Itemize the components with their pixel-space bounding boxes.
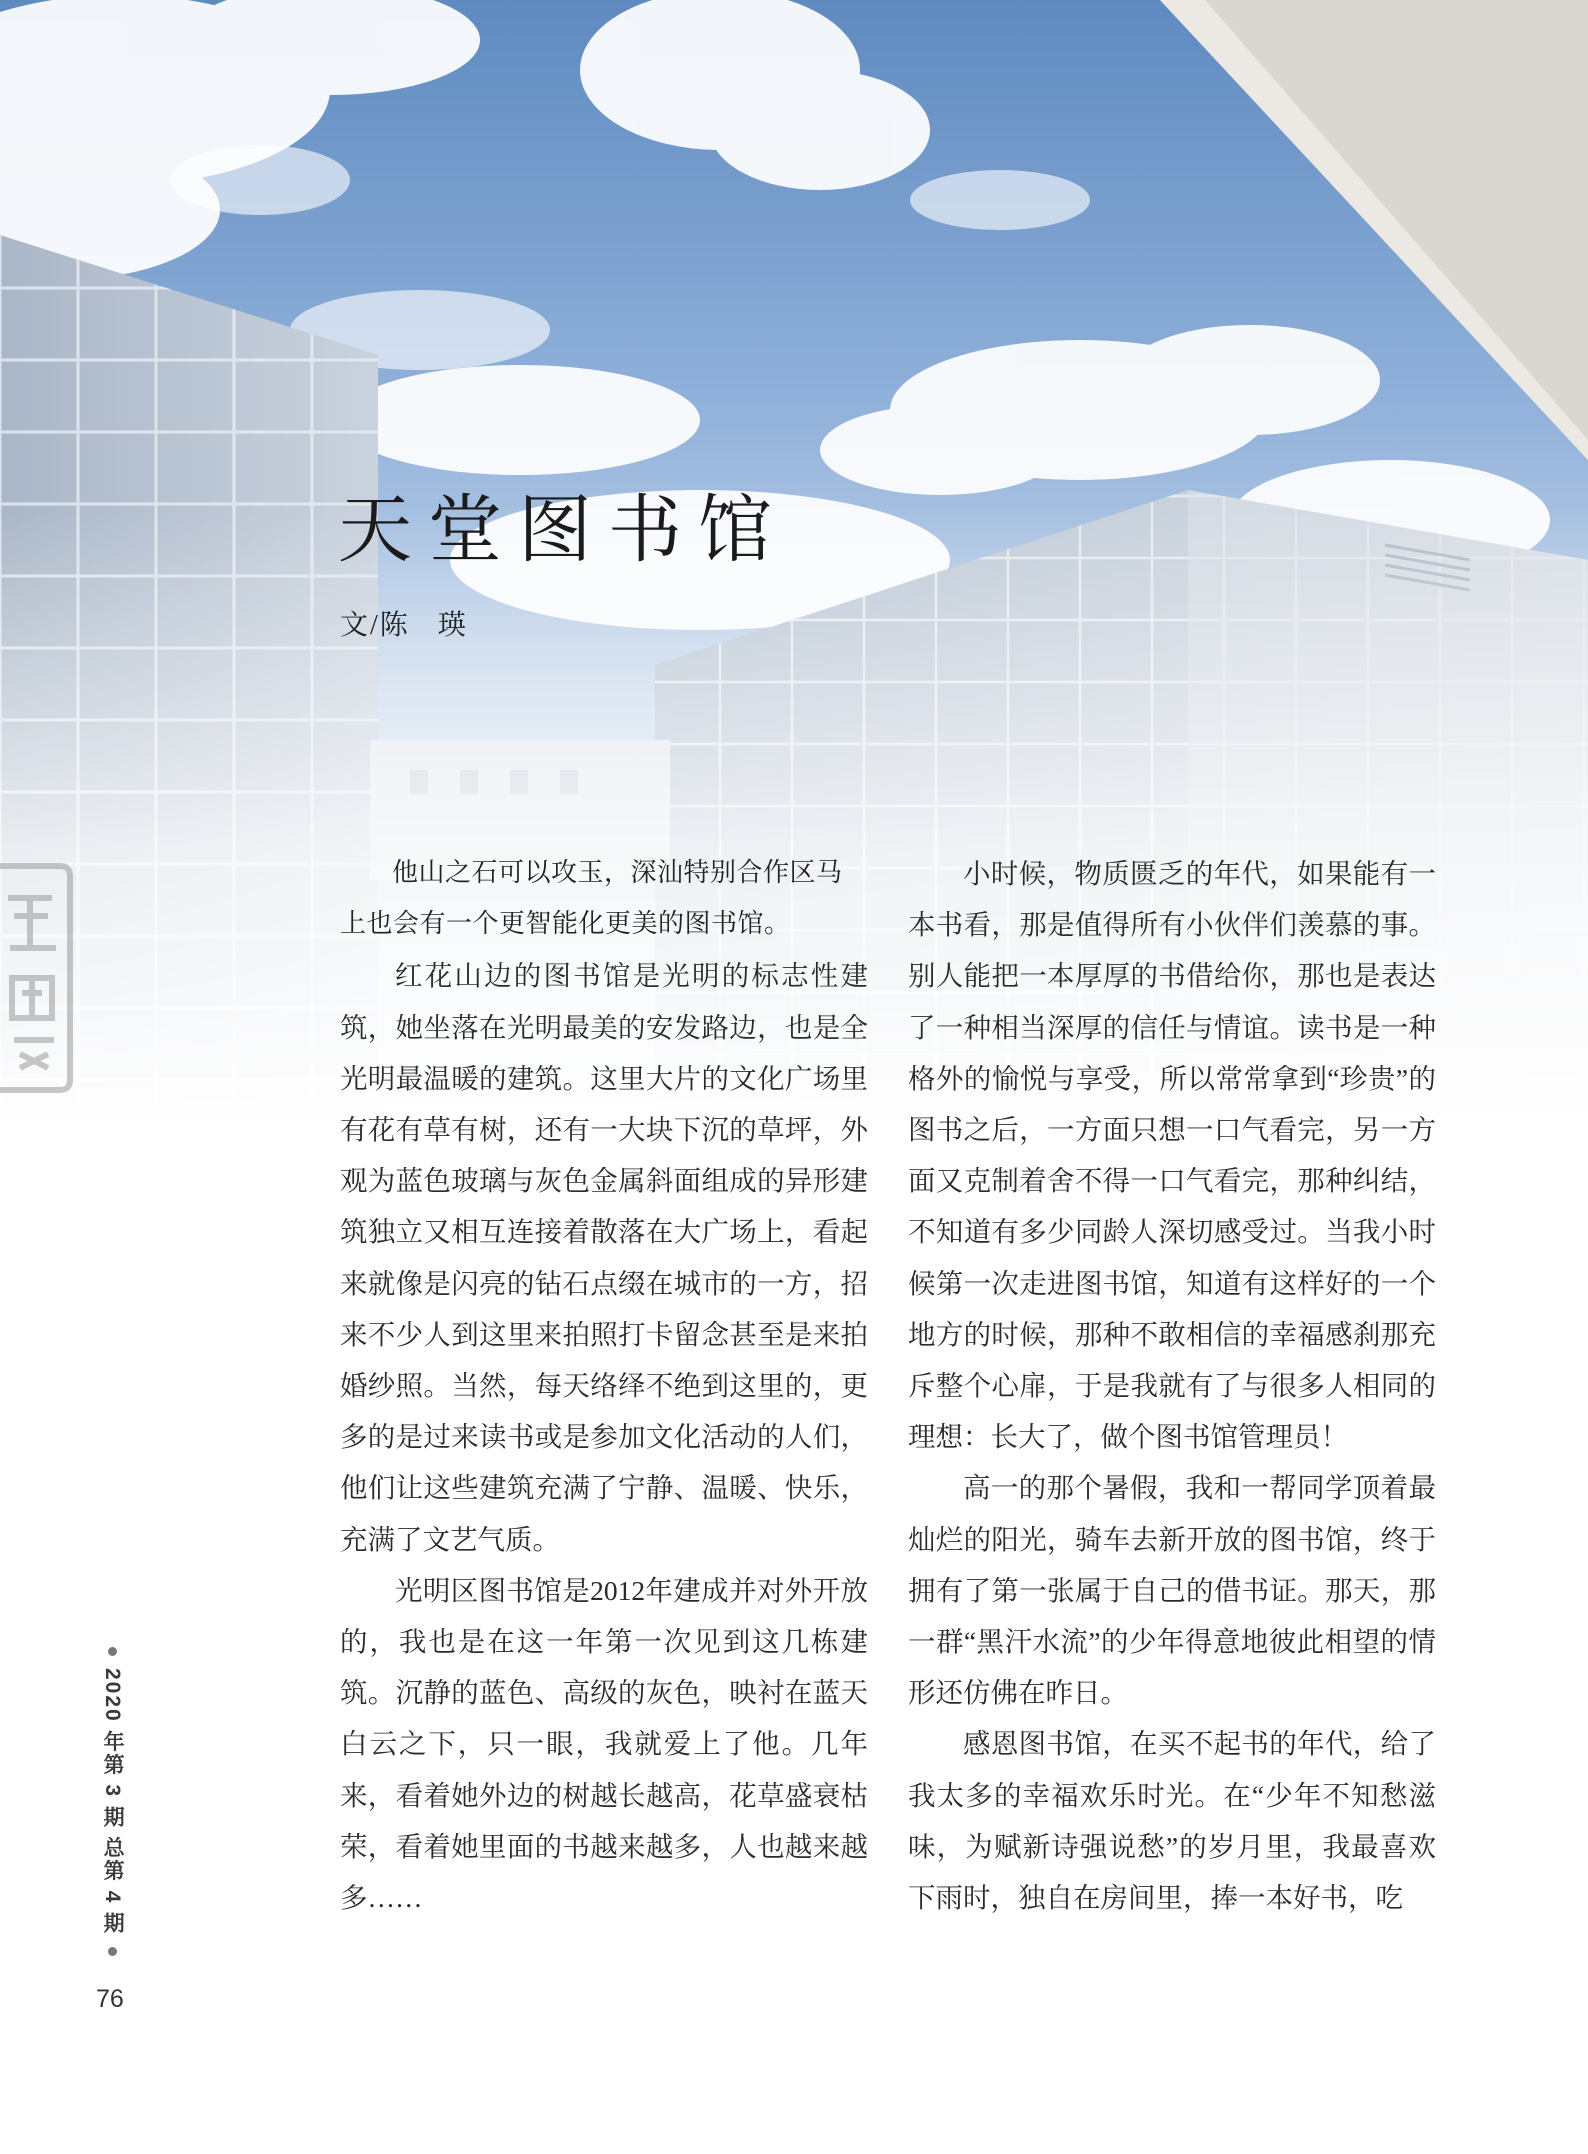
seal-stamp-icon: [0, 858, 74, 1098]
article-title: 天堂图书馆: [338, 487, 788, 573]
paragraph: 光明区图书馆是2012年建成并对外开放的，我也是在这一年第一次见到这几栋建筑。沉静的蓝色、高级的灰色，映衬在蓝天白云之下，只一眼，我就爱上了他。几年来，看着她外边的树越长越高，花草盛衰枯荣，看着她里面的书越来越多，人也越来越多……: [340, 1574, 868, 1914]
bullet-dot-icon: [108, 1647, 117, 1656]
column-right: [908, 848, 1436, 1923]
byline-prefix: 文/陈: [340, 610, 410, 641]
paragraph: 红花山边的图书馆是光明的标志性建筑，她坐落在光明最美的安发路边，也是全光明最温暖的建筑。这里大片的文化广场里有花有草有树，还有一大块下沉的草坪，外观为蓝色玻璃与灰色金属斜面组成的异形建筑独立又相互连接着散落在大广场上，看起来就像是闪亮的钻石点缀在城市的一方，招来不少人到这里来拍照打卡留念甚至是来拍婚纱照。当然，每天络绎不绝到这里的，更多的是过来读书或是参加文化活动的人们，他们让这些建筑充满了宁静、温暖、快乐，充满了文艺气质。: [340, 960, 868, 1555]
byline: [340, 603, 468, 643]
bullet-dot-icon: [108, 1947, 117, 1956]
paragraph: 感恩图书馆，在买不起书的年代，给了我太多的幸福欢乐时光。在“少年不知愁滋味，为赋新诗强说愁”的岁月里，我最喜欢下雨时，独自在房间里，捧一本好书，吃: [908, 1728, 1436, 1914]
byline-name: 瑛: [437, 610, 468, 641]
lead-line-1: 他山之石可以攻玉，深汕特别合作区马: [392, 858, 843, 888]
column-left: [340, 848, 868, 1923]
page-number: 76: [96, 1985, 124, 2013]
paragraph: 高一的那个暑假，我和一帮同学顶着最灿烂的阳光，骑车去新开放的图书馆，终于拥有了第一张属于自己的借书证。那天，那一群“黑汗水流”的少年得意地彼此相望的情形还仿佛在昨日。: [908, 1472, 1436, 1709]
issue-info: 2020 年第 3 期 总第 4 期: [101, 1668, 125, 1936]
lead-line-2: 上也会有一个更智能化更美的图书馆。: [340, 909, 791, 940]
issue-sidebar: [97, 1647, 127, 1956]
paragraph: 小时候，物质匮乏的年代，如果能有一本书看，那是值得所有小伙伴们羡慕的事。别人能把一本厚厚的书借给你，那也是表达了一种相当深厚的信任与情谊。读书是一种格外的愉悦与享受，所以常常拿到“珍贵”的图书之后，一方面只想一口气看完，另一方面又克制着舍不得一口气看完，那种纠结，不知道有多少同龄人深切感受过。当我小时候第一次走进图书馆，知道有这样好的一个地方的时候，那种不敢相信的幸福感刹那充斥整个心扉，于是我就有了与很多人相同的理想：长大了，做个图书馆管理员！: [908, 858, 1436, 1453]
